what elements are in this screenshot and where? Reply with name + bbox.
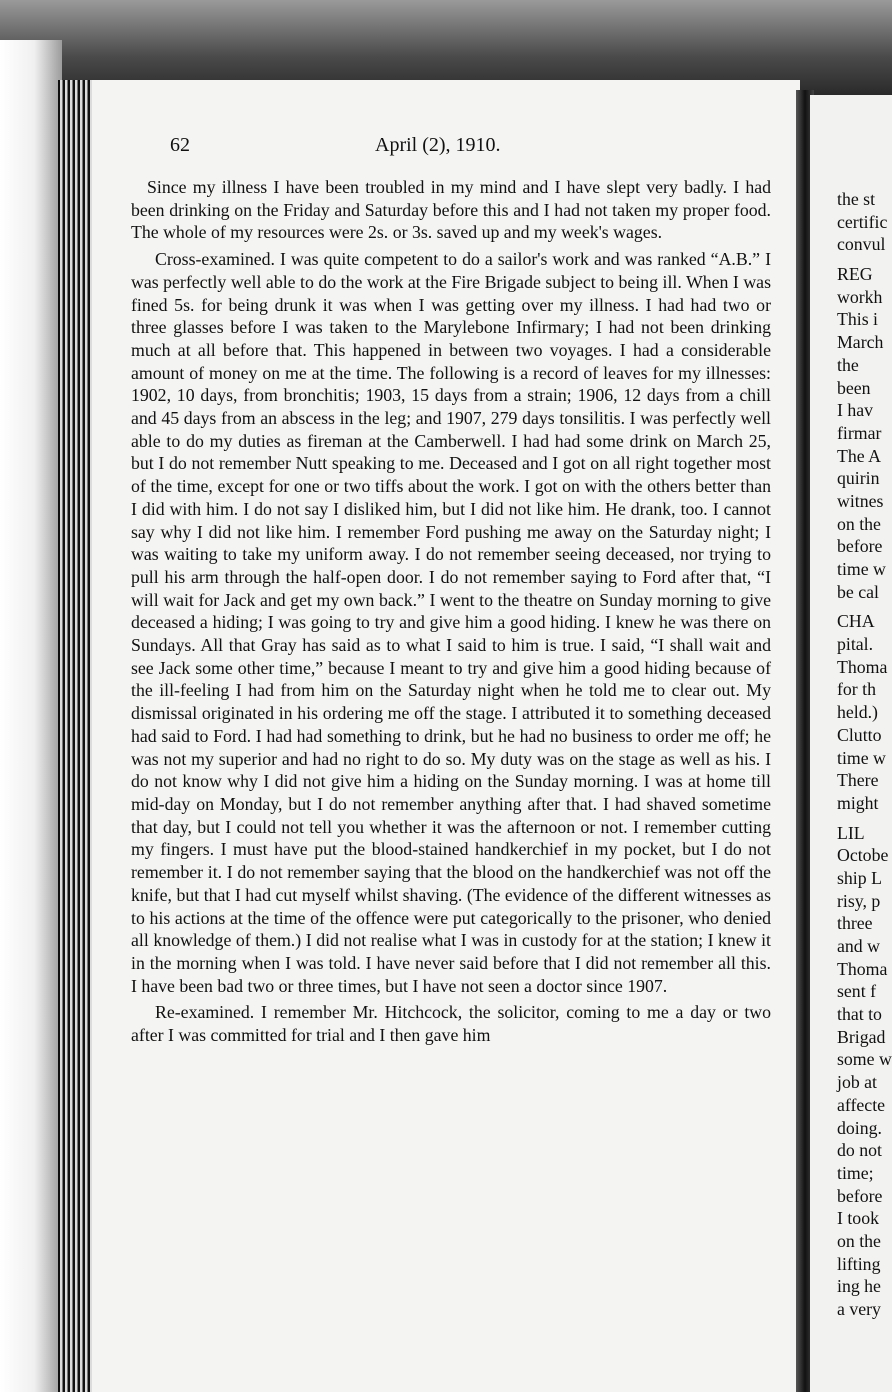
paragraph-testimony: Since my illness I have been troubled in my mind and I have slept very badly. I had been drinking on the Friday and Saturday before this and I had not taken my proper food. The whole of my resources were 2s. or 3s. saved up and my week's wages. [131, 177, 771, 243]
facing-page-line: Octobe [837, 845, 889, 866]
facing-page-line: ing he [837, 1276, 881, 1297]
facing-page-gap [837, 815, 892, 822]
facing-page-line: on the [837, 513, 881, 534]
facing-page-line: the st [837, 189, 876, 209]
facing-page-line: Clutto [837, 724, 882, 745]
facing-page-line: before [837, 1185, 883, 1206]
page-number: 62 [170, 134, 190, 156]
facing-page-line: There [837, 770, 879, 791]
facing-page-line: ship L [837, 867, 882, 888]
facing-page-line: pital. [837, 634, 874, 655]
facing-page-line: REG [837, 264, 873, 285]
facing-page-line: be cal [837, 581, 879, 602]
page-header [170, 134, 730, 160]
facing-page-line: doing. [837, 1117, 882, 1138]
facing-page-line: held.) [837, 702, 878, 723]
running-head: April (2), 1910. [375, 134, 501, 156]
facing-page-line: workh [837, 286, 883, 307]
facing-page-line: Thoma [837, 656, 888, 677]
facing-page-line: three [837, 913, 873, 934]
facing-page-line: This i [837, 309, 878, 330]
facing-page-line: and w [837, 936, 880, 956]
paragraph-cross-examined: Cross-examined. I was quite competent to do a sailor's work and was ranked “A.B.” I was perfectly well able to do the work at the Fire Brigade subject to being ill. When I was fined 5s. for being drunk it was when I was getting over my illness. I had had two or three glasses before I was taken to the Marylebone Infirmary; I had not been drinking much at all before that. This happened in between two voyages. I had a considerable amount of money on me at the time. The following is a record of leaves for my illnesses: 1902, 10 days, from bronchitis; 1903, 15 days from a strain; 1906, 12 days from a chill and 45 days from an abscess in the leg; and 1907, 279 days tonsilitis. I was perfectly well able to do my duties as fireman at the Camberwell. I had had some drink on March 25, but I do not remember Nutt speaking to me. Deceased and I got on all right together most of the time, except for one or two tiffs about the work. I got on with the others better than I did with him. I do not say I disliked him, but I did not like him. He drank, too. I cannot say why I did not like him. I remember Ford pushing me away on the Saturday night; I was waiting to take my uniform away. I do not remember seeing deceased, nor trying to pull his arm through the half-open door. I do not remember saying to Ford after that, “I will wait for Jack and get my own back.” I went to the theatre on Sunday morning to give deceased a hiding; I was going to try and give him a good hiding. I knew he was there on Sundays. All that Gray has said as to what I said to him is true. I said, “I shall wait and see Jack some other time,” because I meant to try and give him a good hiding because of the ill-feeling I had from him on the Saturday night when he told me to clear out. My dismissal originated in his ordering me off the stage. I attributed it to something deceased had said to Ford. I had had something to drink, but he had no business to order me off; he was not my superior and had no right to do so. My duty was on the stage as well as his. I do not know why I did not give him a hiding on the Sunday morning. I was at home till mid-day on Monday, but I do not remember anything after that. I had shaved sometime that day, but I could not tell you whether it was the afternoon or not. I remember cutting my fingers. I must have put the blood-stained handkerchief in my pocket, but I do not remember it. I do not remember saying that the blood on the handkerchief was not off the knife, but that I had cut myself whilst shaving. (The evidence of the different witnesses as to his actions at the time of the offence were put categorically to the prisoner, who denied all knowledge of them.) I did not realise what I was in custody for at the station; I knew it in the morning when I was told. I have never said before that I did not remember all this. I have been bad two or three times, but I have not seen a doctor since 1907. [131, 249, 771, 996]
facing-page-line: time; [837, 1162, 874, 1183]
facing-page-line: sent f [837, 981, 877, 1002]
facing-page-line: Thoma [837, 958, 888, 979]
facing-page-line: risy, p [837, 890, 881, 911]
facing-page-line: some w [837, 1049, 892, 1070]
facing-page-line: that to [837, 1004, 882, 1025]
facing-page-line: convul [837, 234, 886, 255]
facing-page-line: certific [837, 211, 888, 232]
facing-page-line: on the [837, 1230, 881, 1251]
facing-page-line: LIL [837, 822, 865, 843]
facing-page-line: The A [837, 445, 881, 466]
facing-page-line: time w [837, 559, 886, 579]
facing-page-line: job at [837, 1072, 877, 1093]
facing-page-line: witnes [837, 490, 884, 511]
facing-page-line: for th [837, 679, 877, 700]
facing-page-line: the [837, 354, 859, 375]
facing-page-line: March [837, 332, 884, 353]
facing-page-text [837, 188, 892, 1321]
facing-page-line: do not [837, 1140, 882, 1161]
facing-page-line: lifting [837, 1253, 881, 1274]
paragraph-re-examined: Re-examined. I remember Mr. Hitchcock, the solicitor, coming to me a day or two after I was committed for trial and I then gave him [131, 1002, 771, 1046]
page-body [131, 176, 771, 1047]
facing-page-line: firmar [837, 422, 882, 443]
facing-page-line: CHA [837, 611, 875, 632]
facing-page-line: before [837, 536, 883, 557]
scan-left-margin [0, 40, 62, 1392]
facing-page-line: time w [837, 747, 886, 768]
facing-page-line: Brigad [837, 1026, 886, 1047]
facing-page-line: affecte [837, 1094, 886, 1115]
facing-page-line: might [837, 792, 879, 813]
facing-page-line: quirin [837, 468, 880, 489]
facing-page-line: I took [837, 1208, 879, 1229]
facing-page-line: I hav [837, 400, 874, 421]
facing-page-gap [837, 256, 892, 263]
facing-page-line: been [837, 377, 871, 398]
facing-page-gap [837, 603, 892, 610]
facing-page-line: a very [837, 1299, 881, 1319]
